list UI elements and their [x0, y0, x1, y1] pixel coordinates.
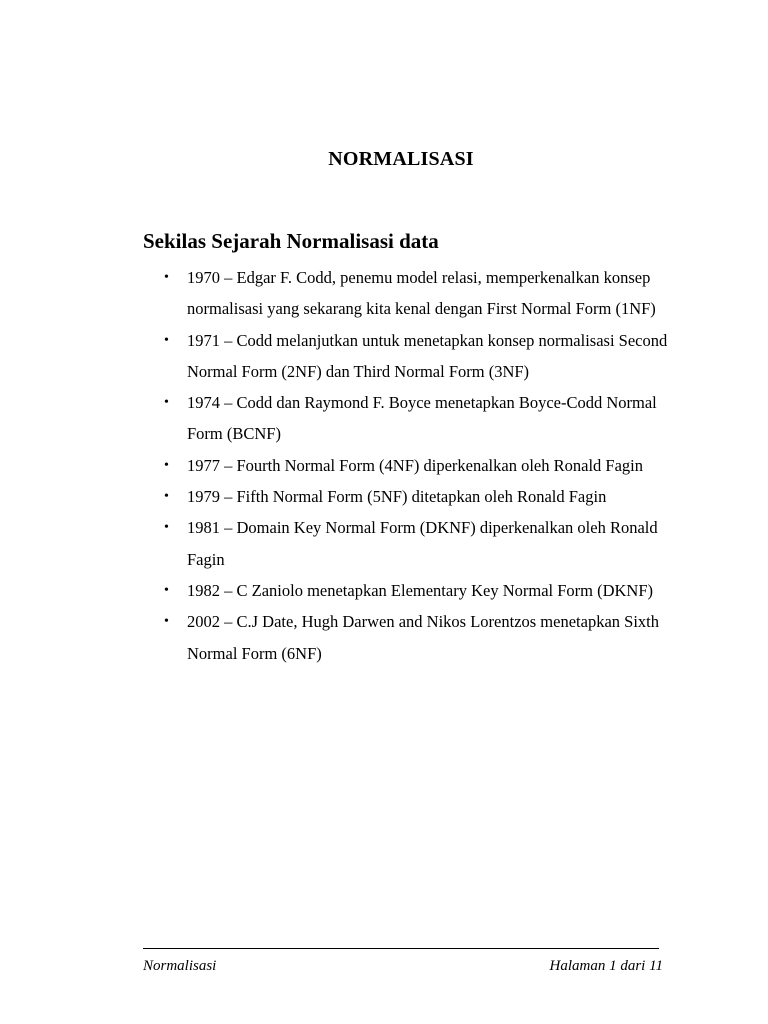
bullet-icon: • — [164, 582, 169, 598]
bullet-icon: • — [164, 395, 169, 411]
list-item — [143, 387, 673, 450]
footer-divider — [143, 948, 659, 949]
list-item-text: 2002 – C.J Date, Hugh Darwen and Nikos Lorentzos menetapkan Sixth Normal Form (6NF) — [187, 612, 659, 663]
bullet-icon: • — [164, 520, 169, 536]
list-item — [143, 481, 673, 512]
list-item — [143, 512, 673, 575]
list-item-text: 1982 – C Zaniolo menetapkan Elementary Key Normal Form (DKNF) — [187, 580, 654, 600]
list-item-text: 1974 – Codd dan Raymond F. Boyce menetapkan Boyce-Codd Normal Form (BCNF) — [187, 393, 657, 444]
bullet-icon: • — [164, 457, 169, 473]
list-item — [143, 450, 673, 481]
page-title: NORMALISASI — [328, 148, 474, 170]
bullet-icon: • — [164, 270, 169, 285]
list-item-text: 1977 – Fourth Normal Form (4NF) diperkenalkan oleh Ronald Fagin — [187, 455, 643, 475]
bullet-icon: • — [164, 614, 169, 630]
history-list — [143, 262, 673, 669]
bullet-icon: • — [164, 332, 169, 348]
section-heading: Sekilas Sejarah Normalisasi data — [143, 229, 439, 253]
list-item — [143, 325, 673, 388]
page-number: Halaman 1 dari 11 — [549, 958, 663, 974]
list-item-text: 1981 – Domain Key Normal Form (DKNF) diperkenalkan oleh Ronald Fagin — [187, 518, 658, 569]
footer-title: Normalisasi — [143, 958, 217, 974]
list-item — [143, 575, 673, 606]
list-item-text: 1979 – Fifth Normal Form (5NF) ditetapkan oleh Ronald Fagin — [187, 487, 607, 507]
list-item — [143, 262, 673, 325]
list-item — [143, 606, 673, 669]
bullet-icon: • — [164, 489, 169, 505]
list-item-text: 1971 – Codd melanjutkan untuk menetapkan konsep normalisasi Second Normal Form (2NF) dan Third Normal Form (3NF) — [187, 330, 668, 381]
list-item-text: 1970 – Edgar F. Codd, penemu model relasi, memperkenalkan konsep normalisasi yang sekarang kita kenal dengan First Normal Form (1NF) — [187, 268, 656, 319]
